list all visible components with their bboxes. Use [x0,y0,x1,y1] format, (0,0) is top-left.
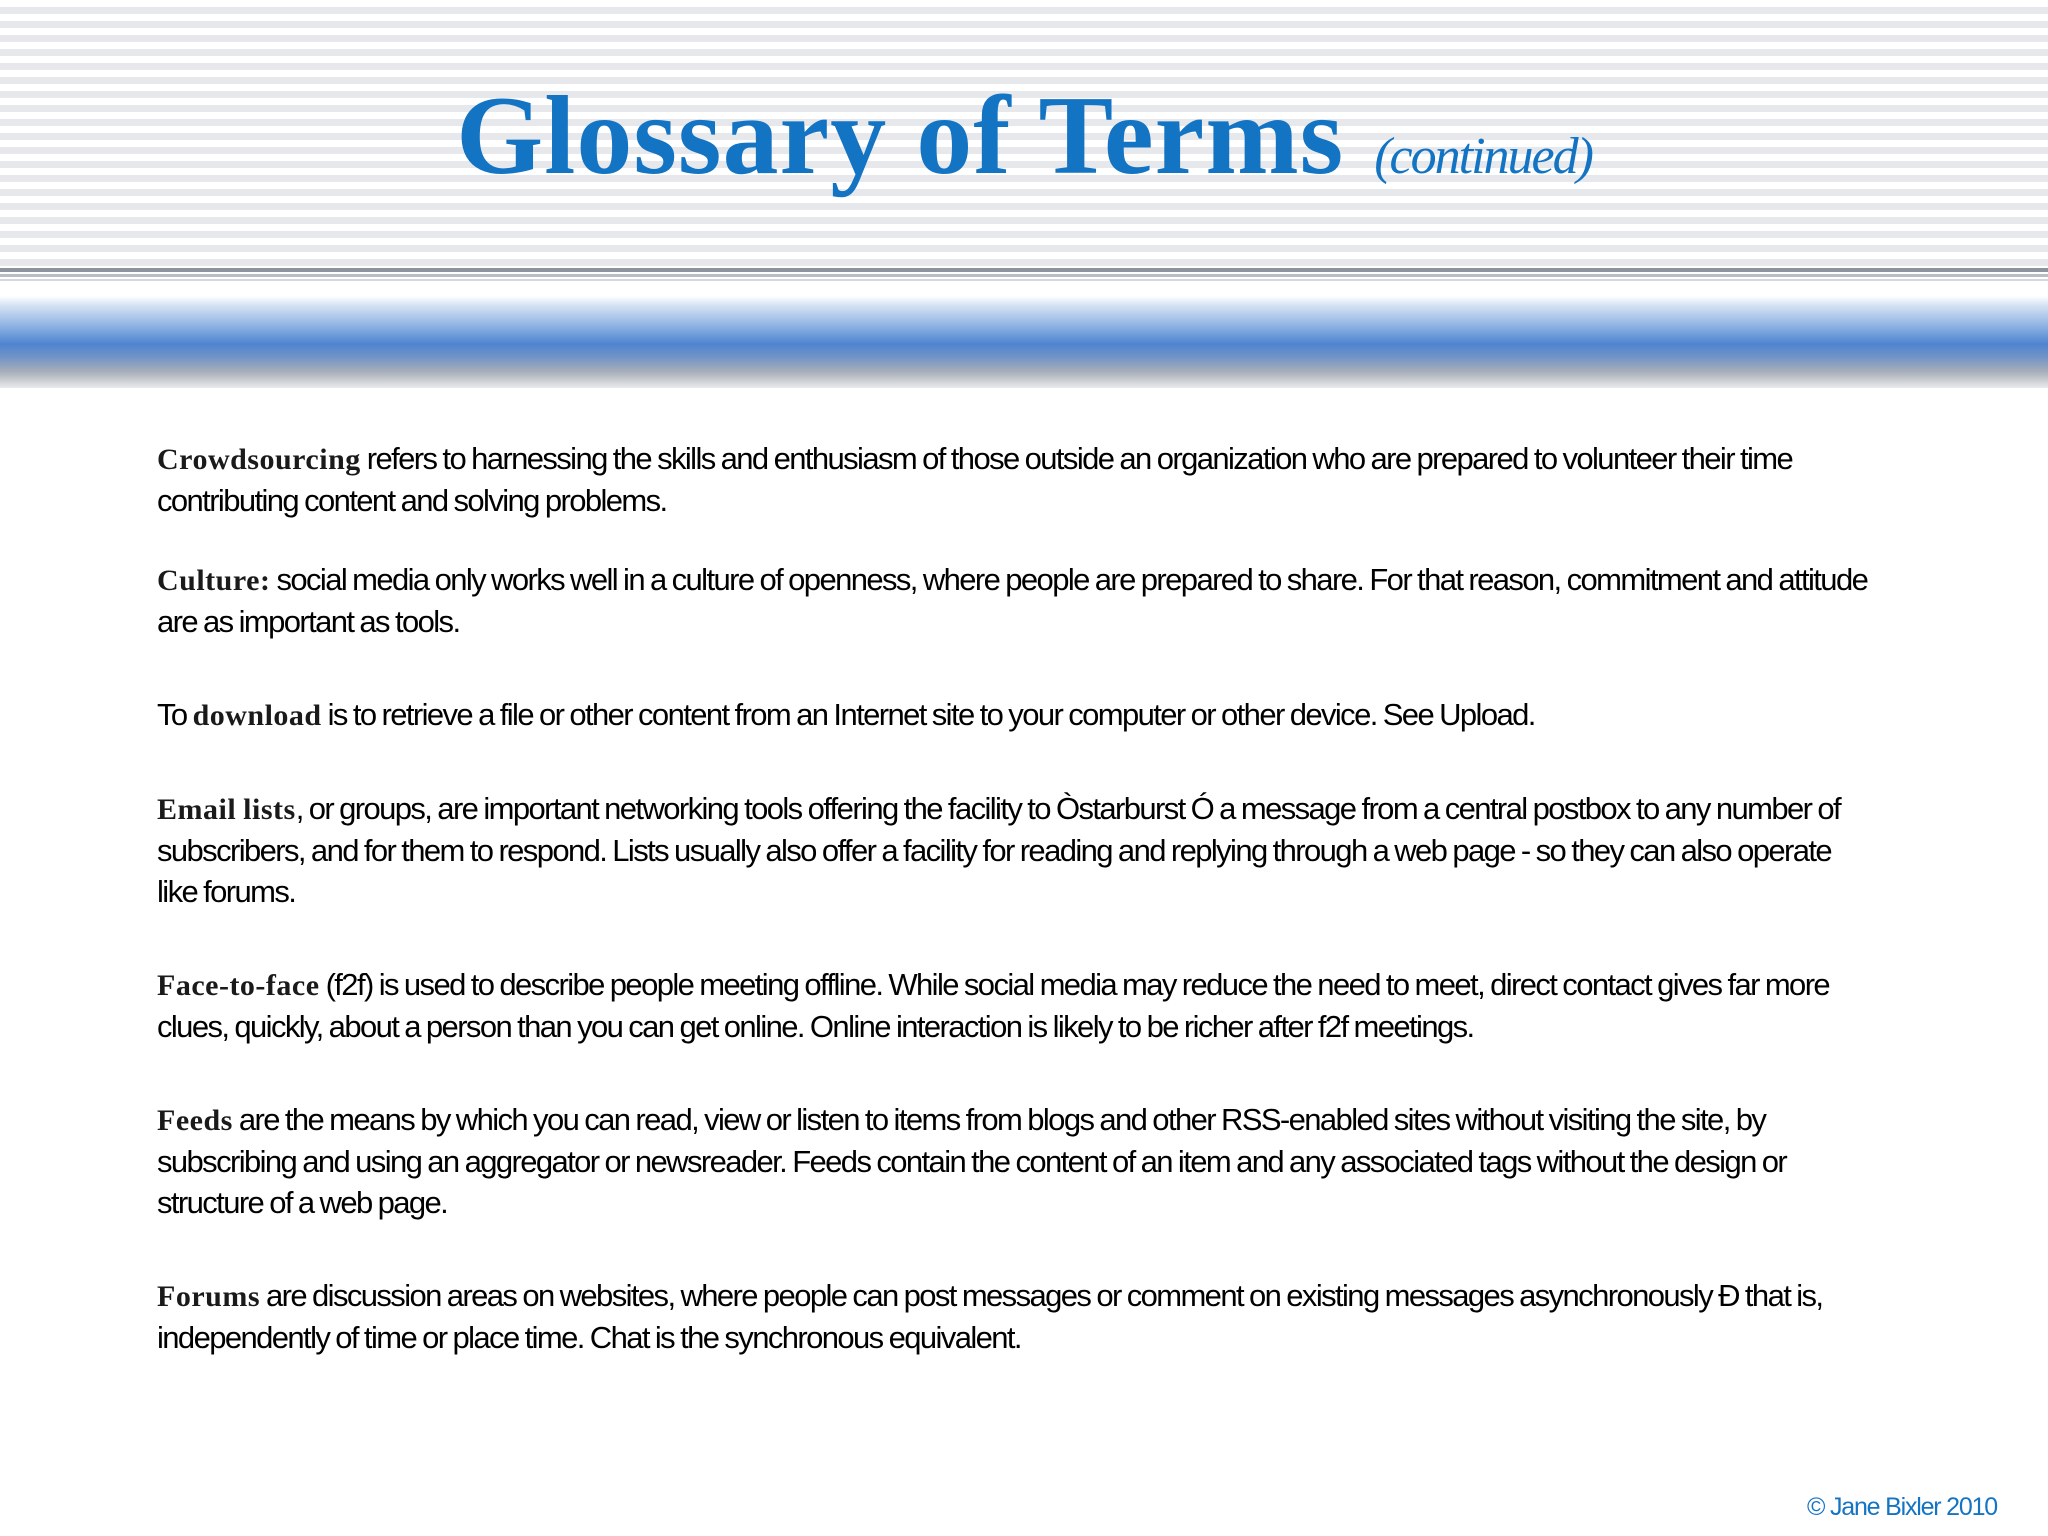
glossary-entry-culture [157,559,1877,642]
glossary-term: Feeds [157,1104,233,1137]
glossary-definition: refers to harnessing the skills and enthusiasm of those outside an organization who are prepared to volunteer their time contributing content and solving problems. [157,441,1793,518]
copyright-footer: © Jane Bixler 2010 [1807,1493,1997,1521]
glossary-definition: are discussion areas on websites, where people can post messages or comment on existing messages asynchronously Ð that is, independently of time or place time. Chat is the synchronous equivalent. [157,1278,1823,1355]
glossary-definition: , or groups, are important networking tools offering the facility to Òstarburst Ó a message from a central postbox to any number of subscribers, and for them to respond. Lists usually also offer a facility for reading and replying through a web page - so they can also operate like forums. [157,791,1840,909]
blue-gradient-band [0,296,2048,388]
glossary-entry-download [157,694,1877,736]
glossary-term: Forums [157,1280,260,1313]
title-suffix: (continued) [1374,128,1592,185]
header-divider [0,279,2048,281]
header-divider [0,268,2048,272]
glossary-term: Culture: [157,564,271,597]
glossary-entry-forums [157,1275,1877,1358]
glossary-definition: are the means by which you can read, view or listen to items from blogs and other RSS-enabled sites without visiting the site, by subscribing and using an aggregator or newsreader. Feeds contain the content of an item and any associated tags without the design or structure of a web page. [157,1102,1787,1220]
glossary-entry-crowdsourcing [157,438,1877,521]
title-text: Glossary of Terms [456,74,1345,198]
glossary-term: download [192,699,322,732]
glossary-definition: social media only works well in a culture of openness, where people are prepared to share. For that reason, commitment and attitude are as important as tools. [157,562,1868,639]
glossary-entry-feeds [157,1099,1877,1223]
slide-title [0,72,2048,201]
glossary-entry-face-to-face [157,964,1877,1047]
entry-lead: To [157,697,193,732]
glossary-entry-email-lists [157,788,1877,912]
glossary-term: Crowdsourcing [157,443,361,476]
glossary-term: Email lists [157,793,296,826]
glossary-term: Face-to-face [157,969,320,1002]
glossary-definition: (f2f) is used to describe people meeting offline. While social media may reduce the need to meet, direct contact gives far more clues, quickly, about a person than you can get online. Online interaction is likely to be richer after f2f meetings. [157,967,1830,1044]
header-divider [0,274,2048,277]
glossary-definition: is to retrieve a file or other content from an Internet site to your computer or other device. See Upload. [321,697,1535,732]
glossary-entries [157,438,1877,1396]
